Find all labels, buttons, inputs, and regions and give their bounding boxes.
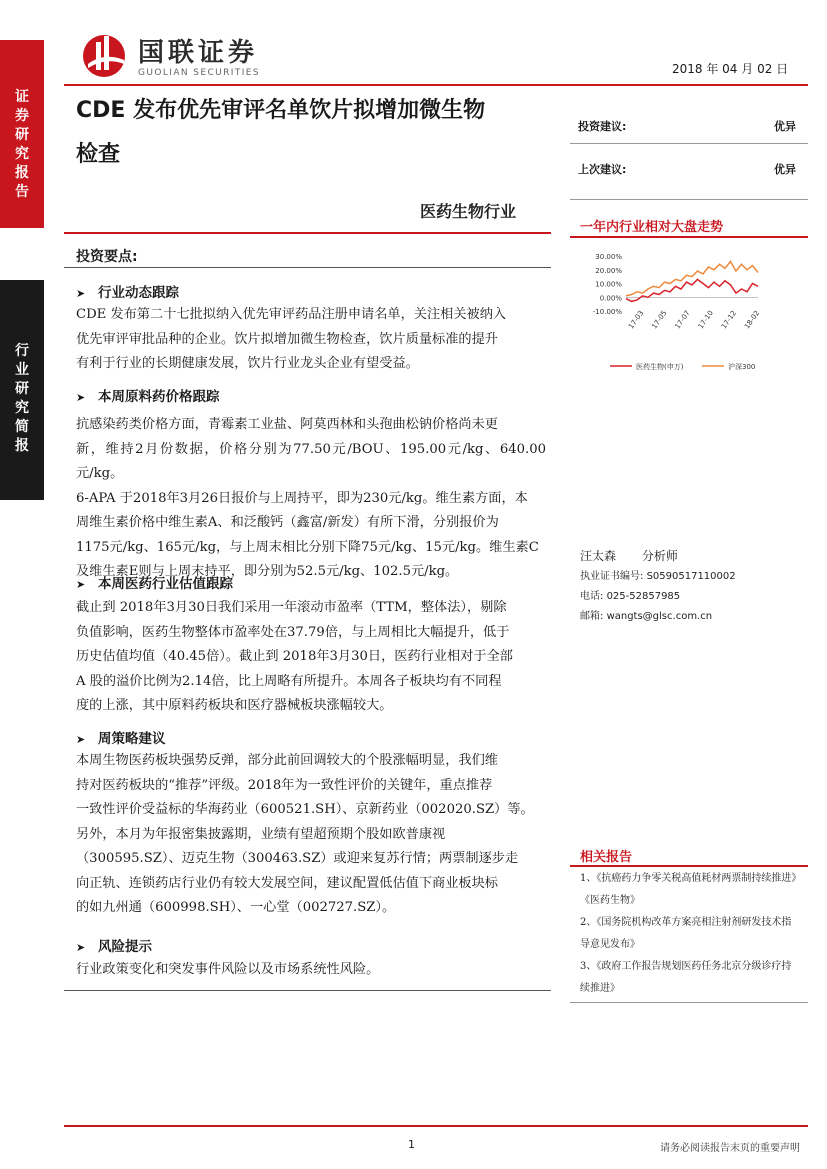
related-bottom-rule	[570, 1002, 808, 1003]
related-item[interactable]: 《医药生物》	[580, 895, 640, 906]
related-title: 相关报告	[580, 850, 633, 865]
logo-mark-icon	[80, 30, 132, 80]
section-heading	[76, 727, 166, 747]
para-line: 1175元/kg、165元/kg，与上周末相比分别下降75元/kg、15元/kg。维生素C	[76, 539, 539, 555]
analyst-role: 分析师	[641, 549, 678, 563]
analyst-cert-row	[580, 567, 810, 587]
section-heading-text: 本周医药行业估值跟踪	[98, 576, 233, 592]
section-paragraph	[76, 303, 546, 377]
para-line: 本周生物医药板块强势反弹，部分此前回调较大的个股涨幅明显，我们维	[76, 753, 498, 768]
y-tick-label: 10.00%	[595, 280, 622, 289]
analyst-name-row	[580, 547, 810, 567]
analyst-block	[580, 547, 810, 627]
para-line: CDE 发布第二十七批拟纳入优先审评药品注册申请名单，关注相关被纳入	[76, 307, 507, 322]
trend-chart	[580, 244, 800, 384]
analyst-email-row	[580, 607, 810, 627]
related-list	[580, 868, 808, 1000]
rating-previous-label: 上次建议:	[578, 163, 627, 176]
para-line: 周维生素价格中维生素A、和泛酸钙（鑫富/新发）有所下滑，分别报价为	[76, 515, 499, 530]
chart-title-rule	[570, 236, 808, 238]
para-line: 向正轨、连锁药店行业仍有较大发展空间，建议配置低估值下商业板块标	[76, 875, 498, 891]
arrow-bullet-icon: ➤	[76, 391, 86, 404]
title-line: CDE 发布优先审评名单饮片拟增加微生物	[76, 98, 486, 123]
x-tick-label: 17-10	[696, 309, 715, 331]
section-heading-text: 本周原料药价格跟踪	[98, 389, 220, 405]
footer-disclaimer: 请务必阅读报告末页的重要声明	[660, 1143, 800, 1154]
section-paragraph	[76, 596, 546, 719]
body-bottom-rule	[64, 990, 551, 991]
y-tick-label: 0.00%	[599, 294, 622, 303]
para-line: 一致性评价受益标的华海药业（600521.SH）、京新药业（002020.SZ）等。	[76, 802, 534, 817]
section-heading	[76, 572, 233, 592]
section-paragraph	[76, 413, 546, 585]
section-paragraph	[76, 749, 546, 921]
para-line: 另外，本月为年报密集披露期，业绩有望超预期个股如欧普康视	[76, 826, 446, 842]
para-line: 截止到 2018年3月30日我们采用一年滚动市盈率（TTM，整体法），剔除	[76, 600, 507, 615]
report-title	[76, 92, 556, 174]
rating-current-value: 优异	[774, 120, 796, 133]
para-line: 及维生素E则与上周末持平，即分别为52.5元/kg、102.5元/kg。	[76, 564, 459, 579]
header-rule	[64, 84, 808, 86]
section-heading-text: 周策略建议	[98, 731, 166, 747]
section-heading-text: 风险提示	[98, 939, 152, 955]
arrow-bullet-icon: ➤	[76, 733, 86, 746]
rating-divider	[570, 199, 808, 200]
y-tick-label: -10.00%	[592, 308, 622, 316]
side-tab-char: 告	[15, 184, 29, 200]
section-paragraph	[76, 958, 546, 983]
side-tab-char: 证	[15, 89, 29, 105]
analyst-phone-row	[580, 587, 810, 607]
side-tab-char: 研	[15, 381, 29, 397]
section-heading	[76, 935, 152, 955]
para-line: 抗感染药类价格方面，青霉素工业盐、阿莫西林和头孢曲松钠价格尚未更	[76, 417, 498, 432]
side-tab-char: 简	[15, 419, 29, 435]
para-line: 度的上涨，其中原料药板块和医疗器械板块涨幅较大。	[76, 698, 393, 713]
footer-rule	[64, 1125, 808, 1127]
related-item[interactable]: 1、《抗癌药力争零关税高值耗材两票制持续推进》	[580, 873, 802, 884]
rating-current-label: 投资建议:	[578, 120, 627, 133]
related-title-rule	[570, 865, 808, 867]
section-heading-text: 行业动态跟踪	[98, 285, 179, 301]
side-tab-char: 业	[15, 362, 29, 378]
logo-subtitle: GUOLIAN SECURITIES	[138, 68, 260, 78]
analyst-email-label: 邮箱:	[580, 611, 604, 622]
side-tab-brief	[0, 280, 44, 500]
x-tick-label: 17-03	[627, 309, 646, 331]
logo-name: 国联证券	[138, 38, 259, 68]
analyst-phone: 025-52857985	[606, 591, 681, 602]
analyst-email[interactable]: wangts@glsc.com.cn	[606, 611, 713, 622]
arrow-bullet-icon: ➤	[76, 287, 86, 300]
x-tick-label: 17-07	[673, 309, 692, 331]
side-tab-char: 券	[15, 108, 29, 124]
analyst-cert: S0590517110002	[646, 571, 736, 582]
arrow-bullet-icon: ➤	[76, 941, 86, 954]
para-line: 有利于行业的长期健康发展，饮片行业龙头企业有望受益。	[76, 356, 419, 371]
side-tab-char: 研	[15, 127, 29, 143]
legend-label: 医药生物(申万)	[636, 363, 684, 371]
related-item[interactable]: 3、《政府工作报告规划医药任务北京分级诊疗持	[580, 961, 792, 972]
side-tab-char: 究	[15, 146, 29, 162]
side-tab-char: 究	[15, 400, 29, 416]
analyst-phone-label: 电话:	[580, 591, 604, 602]
y-tick-label: 30.00%	[595, 253, 622, 261]
legend-label: 沪深300	[728, 363, 756, 371]
key-points-heading: 投资要点:	[76, 249, 138, 265]
rating-divider	[570, 143, 808, 144]
para-line: 历史估值均值（40.45倍）。截止到 2018年3月30日，医药行业相对于全部	[76, 649, 513, 664]
rating-previous-value: 优异	[774, 163, 796, 176]
para-line: 负值影响，医药生物整体市盈率处在37.79倍，与上周相比大幅提升，低于	[76, 624, 510, 640]
section-heading	[76, 281, 179, 301]
analyst-cert-label: 执业证书编号:	[580, 571, 644, 582]
para-line: 6-APA 于2018年3月26日报价与上周持平，即为230元/kg。维生素方面，本	[76, 490, 528, 506]
arrow-bullet-icon: ➤	[76, 578, 86, 591]
related-item[interactable]: 导意见发布》	[580, 939, 640, 950]
side-tab-char: 报	[15, 165, 29, 181]
chart-title: 一年内行业相对大盘走势	[580, 220, 724, 235]
x-tick-label: 17-12	[719, 309, 739, 331]
x-tick-label: 18-02	[743, 309, 762, 331]
section-heading	[76, 385, 220, 405]
industry-label: 医药生物行业	[420, 202, 517, 221]
para-line: 的如九州通（600998.SH）、一心堂（002727.SZ）。	[76, 900, 396, 915]
page-number: 1	[408, 1138, 415, 1151]
para-line: 行业政策变化和突发事件风险以及市场系统性风险。	[76, 962, 380, 977]
related-item[interactable]: 续推进》	[580, 983, 620, 994]
analyst-name: 汪太森	[580, 549, 617, 563]
side-tab-char: 报	[15, 438, 29, 454]
title-rule	[64, 232, 551, 234]
key-points-rule	[64, 267, 551, 268]
side-tab-char: 行	[15, 343, 29, 359]
para-line: 优先审评审批品种的企业。饮片拟增加微生物检查，饮片质量标准的提升	[76, 331, 498, 347]
x-tick-label: 17-05	[650, 309, 669, 331]
para-line: 持对医药板块的“推荐”评级。2018年为一致性评价的关键年，重点推荐	[76, 777, 493, 793]
report-date: 2018 年 04 月 02 日	[672, 62, 789, 76]
para-line: A 股的溢价比例为2.14倍，比上周略有所提升。本周各子板块均有不同程	[76, 673, 502, 689]
title-line: 检查	[76, 142, 121, 167]
para-line: （300595.SZ）、迈克生物（300463.SZ）或迎来复苏行情；两票制逐步走	[76, 851, 519, 866]
y-tick-label: 20.00%	[595, 266, 622, 275]
side-tab-report-type	[0, 40, 44, 228]
related-item[interactable]: 2、《国务院机构改革方案亮相注射剂研发技术指	[580, 917, 792, 928]
company-logo	[80, 30, 320, 80]
para-line: 新，维持2月份数据，价格分别为77.50元/BOU、195.00元/kg、640.00元/kg。	[76, 441, 546, 481]
